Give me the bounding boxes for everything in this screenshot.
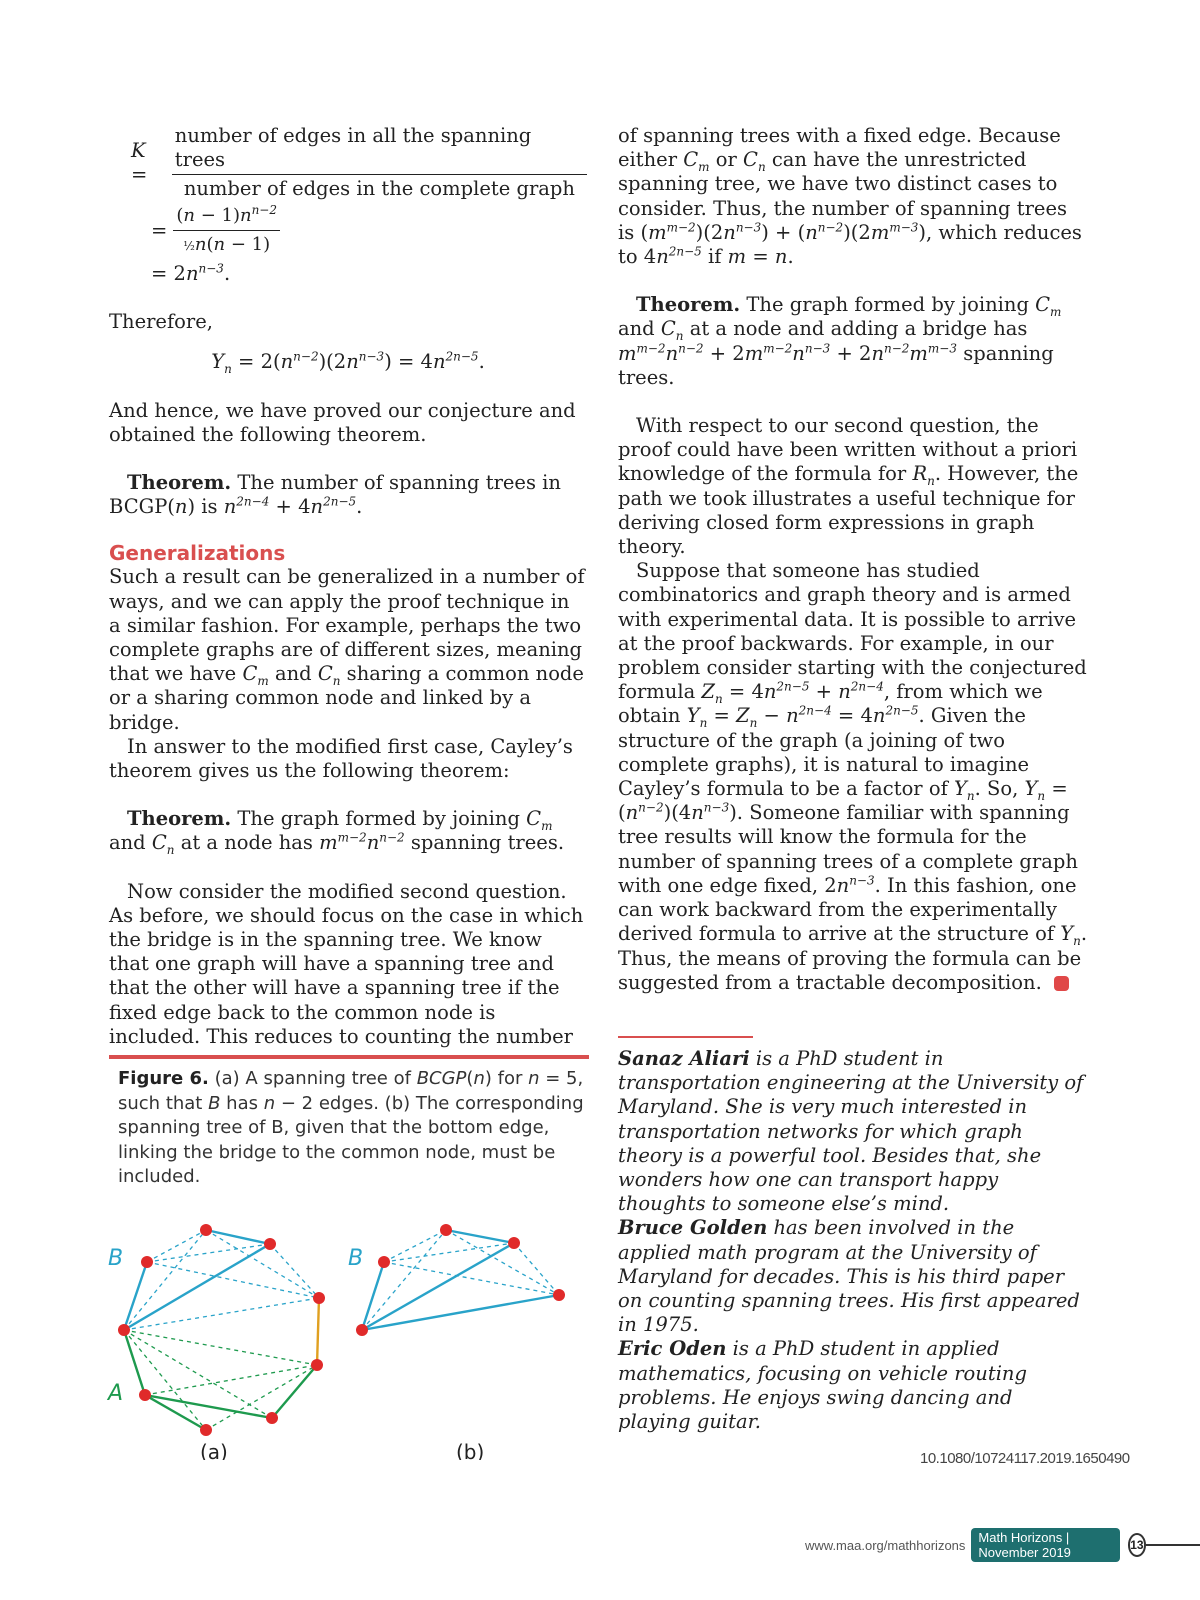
theorem-2: Theorem. The graph formed by joining $C_m$ and $C_n$ at a node has $m^{m-2}n^{n-2}$ spanning trees. [109,807,565,858]
generalizations-text: Such a result can be generalized in a number of ways, and we can apply the proof technique in a similar fashion. For example, perhaps the two complete graphs are of different sizes, meaning that we have [109,565,585,686]
bio-oden-name: Eric Oden [618,1337,727,1361]
theorem-1-label: Theorem. [127,471,232,495]
figure-rule [109,1055,589,1059]
footer [805,1528,1200,1562]
caption-label: Figure 6. [118,1068,209,1089]
graph-a-bridge [317,1298,319,1365]
respect-text: With respect to our second question, the proof could have been written without a priori knowledge of the formula for [618,414,1078,486]
bio-aliari-text: is a PhD student in transportation engineering at the University of Maryland. She is very much interested in transportation networks for which graph theory is a powerful tool. Besides that, she wonders how one can transport happy thoughts to someone else’s mind. [618,1046,1084,1216]
caption-text-a: (a) A spanning tree of [214,1068,411,1089]
caption-text-b: (b) The corresponding spanning tree of B, given that the bottom edge, linking the bridge to the common node, must be included. [118,1092,584,1187]
hence-paragraph: And hence, we have proved our conjecture and obtained the following theorem. [109,398,576,446]
theorem-3-label: Theorem. [636,293,741,317]
section-title-generalizations: Generalizations [109,541,286,566]
equation-Yn: $Y_n = 2(n^{n-2})(2n^{n-3}) = 4n^{2n-5}$. [211,349,485,377]
theorem-2-text: The graph formed by joining [237,807,520,831]
figure-6 [104,1210,584,1460]
page-number: 13 [1128,1533,1146,1557]
fixed-edge-paragraph: of spanning trees with a fixed edge. Because either $C_m$ or $C_n$ can have the unrestricted spanning tree, we have two distinct cases to consider. Thus, the number of spanning trees is $(m^{m-2})(2n^{n-3}) + (n^{n-2})(2m^{m-3})$, which reduces to $4n^{2n-5}$ if m = n. [618,124,1082,269]
graph-b-solid-edges [362,1230,559,1330]
graph-b-dashed-edges [362,1230,559,1330]
doi: 10.1080/10724117.2019.1650490 [920,1450,1130,1467]
footer-line [1146,1544,1200,1546]
theorem-2-label: Theorem. [127,807,232,831]
generalizations-paragraph: Such a result can be generalized in a number of ways, and we can apply the proof technique in a similar fashion. For example, perhaps the two complete graphs are of different sizes, meaning that we have $C_m$ and $C_n$ sharing a common node or a sharing common node and linked by a bridge. [109,565,585,734]
theorem-1-text: The number of spanning trees in [237,471,561,495]
eq-K-numerator: number of edges in all the spanning trees [172,124,587,175]
label-B-a: B [108,1246,124,1271]
bio-oden [618,1337,1088,1434]
figure-caption: Figure 6. (a) A spanning tree of BCGP(n) for n = 5, such that B has n − 2 edges. (b) The corresponding spanning tree of B, given that the bottom edge, linking the bridge to the common node, must be included. [118,1068,584,1187]
theorem-1: Theorem. The number of spanning trees in BCGP(n) is $n^{2n-4} + 4n^{2n-5}$. [109,471,561,519]
graph-a-solid-edges-A [124,1330,317,1430]
label-A: A [108,1381,124,1406]
graph-a-nodes [118,1224,325,1436]
modified-first-case-paragraph: In answer to the modified first case, Cayley’s theorem gives us the following theorem: [109,734,573,783]
right-column [618,124,1088,1434]
suppose-text: Suppose that someone has studied combinatorics and graph theory and is armed with experimental data. It is possible to arrive at the proof backwards. For example, in our problem consider starting with the conjectured formula [618,559,1087,704]
label-B-b: B [348,1246,364,1271]
graph-b-nodes [356,1224,565,1336]
equation-K: K = $\frac{\text{number of edges in all the spanning trees}}{\text{number of edges in the complete graph}}$ = $\frac{(n - 1)n^{n-2}}{\text{½n(n − 1)}}$ = $2n^{n-3}$. [131,124,587,286]
theorem-3: Theorem. The graph formed by joining $C_m$ and $C_n$ at a node and adding a bridge has $m^{m-2}n^{n-2} + 2m^{m-2}n^{n-3} + 2n^{n-2}m^{m-3}$ spanning trees. [618,293,1062,389]
bio-rule [618,1036,753,1038]
label-panel-a: (a) [200,1440,228,1460]
second-question-paragraph: Now consider the modified second question. As before, we should focus on the case in which the bridge is in the spanning tree. We know that one graph will have a spanning tree and that the other will have a spanning tree if the fixed edge back to the common node is included. This reduces to counting the number [109,879,584,1048]
bio-golden-name: Bruce Golden [618,1216,768,1240]
bio-golden-text: has been involved in the applied math program at the University of Maryland for decades. This is his third paper on counting spanning trees. His first appeared in 1975. [618,1216,1080,1337]
respect-paragraph: With respect to our second question, the proof could have been written without a priori knowledge of the formula for $R_n$. However, the path we took illustrates a useful technique for deriving closed form expressions in graph theory. [618,414,1079,559]
bio-golden [618,1216,1088,1337]
eq-K-denominator: number of edges in the complete graph [183,177,575,201]
left-column [109,124,587,1049]
graph-a-solid-edges-B [124,1230,270,1330]
footer-url[interactable]: www.maa.org/mathhorizons [805,1537,966,1553]
bio-oden-text: is a PhD student in applied mathematics, focusing on vehicle routing problems. He enjoys swing dancing and playing guitar. [618,1337,1027,1433]
end-mark-icon [1054,976,1069,991]
footer-badge: Math Horizons | November 2019 [971,1528,1119,1562]
bio-aliari-name: Sanaz Aliari [618,1046,750,1070]
label-panel-b: (b) [456,1440,485,1460]
bio-aliari [618,1047,1088,1216]
eq-K-label: K = [131,138,148,186]
therefore-text: Therefore, [109,310,213,334]
figure-6-graphs [104,1210,584,1460]
graph-a-dashed-edges-green [124,1330,317,1430]
graph-a-dashed-edges [124,1230,319,1330]
suppose-paragraph: Suppose that someone has studied combinatorics and graph theory and is armed with experimental data. It is possible to arrive at the proof backwards. For example, in our problem consider starting with the conjectured formula $Z_n = 4n^{2n-5} + n^{2n-4}$, from which we obtain $Y_n = Z_n - n^{2n-4} = 4n^{2n-5}$. Given the structure of the graph (a joining of two complete graphs), it is natural to imagine Cayley’s formula to be a factor of $Y_n$. So, $Y_n = (n^{n-2})(4n^{n-3})$. Someone familiar with spanning tree results will know the formula for the number of spanning trees of a complete graph with one edge fixed, $2n^{n-3}$. In this fashion, one can work backward from the experimentally derived formula to arrive at the structure of $Y_n$. Thus, the means of proving the formula can be suggested from a tractable decomposition. [618,559,1088,994]
